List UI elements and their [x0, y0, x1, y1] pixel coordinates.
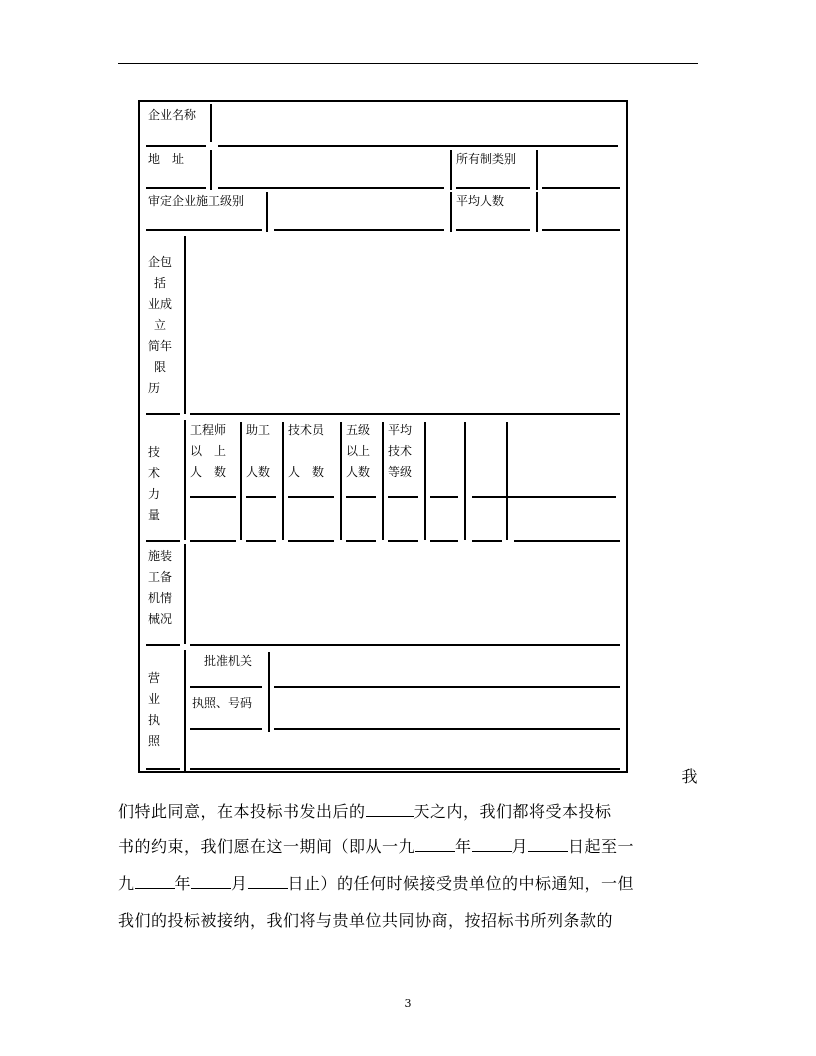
tech-col-technician: 技术员 人 数: [288, 423, 325, 479]
divider: [184, 236, 186, 414]
line2-a: 书的约束，我们愿在这一期间（即从一九: [118, 837, 416, 856]
divider: [210, 150, 212, 190]
avg-staff-field[interactable]: [542, 229, 620, 231]
blank-line: [146, 187, 206, 189]
blank-line: [346, 540, 376, 542]
license-no-field[interactable]: [274, 728, 620, 730]
equipment-label: 施装 工备 机情 械况: [148, 549, 173, 626]
text-line-4: 我们的投标被接纳，我们将与贵单位共同协商，按招标书所列条款的: [118, 911, 614, 930]
construction-grade-field[interactable]: [274, 229, 444, 231]
divider: [240, 422, 242, 540]
blank-line: [472, 496, 616, 498]
divider: [210, 104, 212, 142]
from-month-blank[interactable]: [472, 833, 512, 852]
page-number: 3: [404, 997, 412, 1010]
month-label: 月: [511, 837, 529, 856]
divider: [506, 422, 508, 540]
blank-line: [246, 496, 276, 498]
header-rule: [118, 63, 698, 64]
license-no-label: 执照、号码: [192, 696, 253, 710]
history-field[interactable]: [190, 413, 620, 415]
from-day-blank[interactable]: [528, 833, 568, 852]
address-label: 地 址: [148, 152, 185, 166]
text-line-2: [118, 830, 698, 863]
text-line-0: [118, 760, 698, 793]
form-left-border: [138, 100, 140, 773]
divider: [184, 544, 186, 644]
approval-org-field[interactable]: [274, 686, 620, 688]
month-label: 月: [231, 874, 248, 893]
divider: [450, 150, 452, 190]
to-month-blank[interactable]: [191, 870, 231, 889]
blank-line: [288, 496, 334, 498]
blank-line: [190, 728, 262, 730]
blank-line: [388, 540, 418, 542]
blank-line: [190, 496, 236, 498]
divider: [340, 422, 342, 540]
blank-line: [190, 686, 262, 688]
address-field[interactable]: [218, 187, 444, 189]
from-year-blank[interactable]: [415, 833, 455, 852]
blank-line: [456, 229, 530, 231]
blank-line: [146, 644, 180, 646]
blank-line: [456, 187, 530, 189]
blank-line: [288, 540, 334, 542]
line1-a: 们特此同意，在本投标书发出后的: [118, 802, 366, 821]
days-blank[interactable]: [366, 798, 414, 817]
blank-line: [190, 540, 236, 542]
line3-a: 九: [118, 874, 135, 893]
to-year-blank[interactable]: [135, 870, 175, 889]
company-name-field[interactable]: [218, 145, 618, 147]
form-top-border: [138, 100, 628, 102]
blank-line: [346, 496, 376, 498]
blank-line: [430, 496, 458, 498]
blank-line: [146, 229, 262, 231]
divider: [450, 192, 452, 232]
form-right-border: [626, 100, 628, 773]
blank-line: [472, 540, 502, 542]
divider: [268, 652, 270, 732]
text-line-3: [118, 867, 698, 900]
divider: [424, 422, 426, 540]
license-label: 营 业 执 照: [148, 671, 161, 748]
divider: [184, 650, 186, 772]
blank-line: [430, 540, 458, 542]
divider: [464, 422, 466, 540]
ownership-label: 所有制类别: [456, 152, 517, 166]
line0-tail: 我: [681, 767, 698, 786]
company-name-label: 企业名称: [148, 108, 197, 122]
divider: [282, 422, 284, 540]
year-label: 年: [174, 874, 192, 893]
day-until-label: 日止）的任何时候接受贵单位的中标通知，一但: [287, 874, 635, 893]
ownership-field[interactable]: [542, 187, 620, 189]
divider: [536, 150, 538, 190]
to-day-blank[interactable]: [248, 870, 288, 889]
tech-col-engineer: 工程师 以 上 人 数: [190, 423, 227, 479]
divider: [536, 192, 538, 232]
blank-line: [388, 496, 418, 498]
tech-col-assistant: 助工 人数: [246, 423, 271, 479]
construction-grade-label: 审定企业施工级别: [148, 194, 245, 208]
blank-line: [146, 413, 180, 415]
day-from-label: 日起至一: [568, 837, 635, 856]
approval-org-label: 批准机关: [204, 654, 253, 668]
company-info-form: [138, 100, 628, 775]
tech-label: 技 术 力 量: [148, 445, 161, 522]
divider: [382, 422, 384, 540]
divider: [184, 420, 186, 540]
blank-line: [146, 540, 180, 542]
equipment-field[interactable]: [190, 644, 620, 646]
tech-col-avg-grade: 平均 技术 等级: [388, 423, 413, 479]
history-label: 企包 括 业成 立 简年 限 历: [148, 255, 173, 395]
tech-field[interactable]: [514, 540, 620, 542]
blank-line: [146, 145, 206, 147]
avg-staff-label: 平均人数: [456, 194, 505, 208]
divider: [266, 192, 268, 232]
blank-line: [246, 540, 276, 542]
tech-col-level5: 五级 以上 人数: [346, 423, 371, 479]
text-line-1: [118, 795, 698, 828]
year-label: 年: [455, 837, 472, 856]
line1-b: 天之内，我们都将受本投标: [413, 802, 612, 821]
